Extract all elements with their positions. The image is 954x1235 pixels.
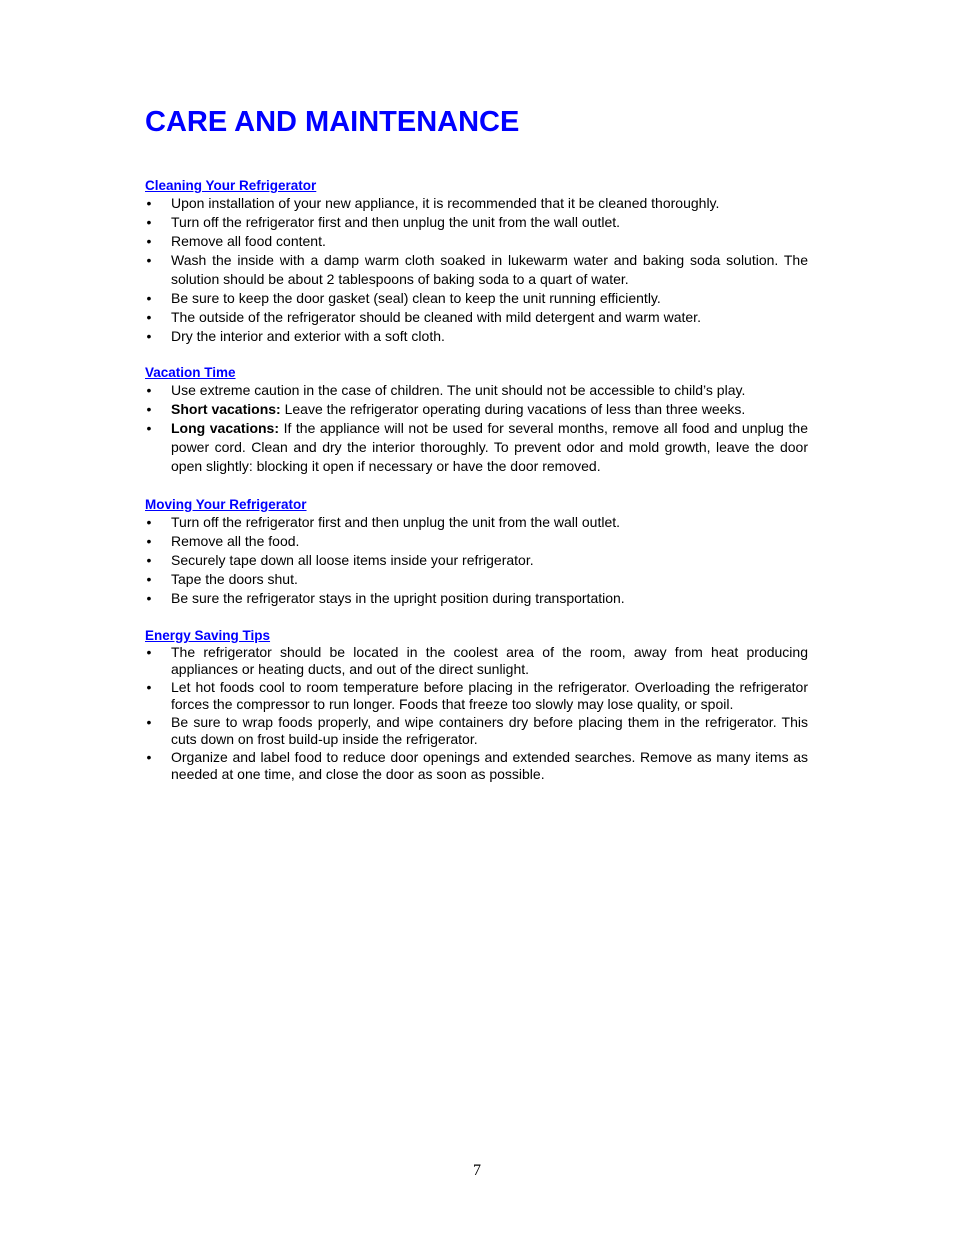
- list-item: • Short vacations: Leave the refrigerator operating during vacations of less than three weeks.: [146, 401, 746, 417]
- bullet-icon: •: [146, 714, 152, 730]
- bullet-icon: •: [146, 644, 152, 660]
- list-item: • Turn off the refrigerator first and then unplug the unit from the wall outlet.: [146, 514, 621, 530]
- bullet-icon: •: [146, 749, 152, 765]
- bullet-list-moving: [145, 513, 808, 608]
- bold-label: Short vacations:: [171, 401, 281, 417]
- list-item: • Be sure the refrigerator stays in the upright position during transportation.: [146, 590, 625, 606]
- bullet-icon: •: [146, 401, 152, 417]
- bullet-icon: •: [146, 420, 152, 436]
- list-item: • Upon installation of your new appliance, it is recommended that it be cleaned thoroughly.: [146, 195, 720, 211]
- bullet-icon: •: [146, 309, 152, 325]
- list-item: • The refrigerator should be located in the coolest area of the room, away from heat producing appliances or heating ducts, and out of the direct sunlight.: [146, 644, 808, 677]
- section-heading-vacation: Vacation Time: [145, 365, 236, 380]
- section-vacation: [145, 364, 808, 476]
- bullet-list-cleaning: [145, 194, 808, 346]
- page-title: CARE AND MAINTENANCE: [145, 106, 520, 138]
- list-item: • Let hot foods cool to room temperature before placing in the refrigerator. Overloading the refrigerator forces the compressor to run longer. Foods that freeze too slowly may lose quality, or spoil.: [146, 679, 808, 712]
- bold-label: Long vacations:: [171, 420, 280, 436]
- bullet-icon: •: [146, 382, 152, 398]
- bullet-icon: •: [146, 514, 152, 530]
- page-number: 7: [473, 1162, 481, 1179]
- bullet-icon: •: [146, 533, 152, 549]
- bullet-icon: •: [146, 214, 152, 230]
- bullet-icon: •: [146, 328, 152, 344]
- list-item: • Turn off the refrigerator first and then unplug the unit from the wall outlet.: [146, 214, 621, 230]
- section-heading-energy: Energy Saving Tips: [145, 628, 271, 643]
- list-item: • Wash the inside with a damp warm cloth soaked in lukewarm water and baking soda solution. The solution should be about 2 tablespoons of baking soda to a quart of water.: [146, 252, 808, 287]
- section-heading-moving: Moving Your Refrigerator: [145, 497, 307, 512]
- list-item: • Use extreme caution in the case of children. The unit should not be accessible to child’s play.: [146, 382, 746, 398]
- list-item: • Be sure to keep the door gasket (seal) clean to keep the unit running efficiently.: [146, 290, 661, 306]
- list-item: • Dry the interior and exterior with a soft cloth.: [146, 328, 445, 344]
- bullet-icon: •: [146, 679, 152, 695]
- bullet-icon: •: [146, 552, 152, 568]
- list-item: • Be sure to wrap foods properly, and wipe containers dry before placing them in the refrigerator. This cuts down on frost build-up inside the refrigerator.: [146, 714, 808, 747]
- list-item: • Remove all the food.: [146, 533, 300, 549]
- bullet-icon: •: [146, 290, 152, 306]
- list-item: • Organize and label food to reduce door openings and extended searches. Remove as many items as needed at one time, and close the door as soon as possible.: [146, 749, 808, 782]
- list-item: • Tape the doors shut.: [146, 571, 298, 587]
- list-item: • The outside of the refrigerator should be cleaned with mild detergent and warm water.: [146, 309, 701, 325]
- bullet-list-energy: [145, 644, 808, 783]
- bullet-list-vacation: [145, 381, 808, 476]
- list-item: • Securely tape down all loose items inside your refrigerator.: [146, 552, 534, 568]
- list-item: • Long vacations: If the appliance will not be used for several months, remove all food and unplug the power cord. Clean and dry the interior thoroughly. To prevent odor and mold growth, leave the door open slightly: blocking it open if necessary or have the door removed.: [146, 420, 808, 474]
- bullet-icon: •: [146, 590, 152, 606]
- section-heading-cleaning: Cleaning Your Refrigerator: [145, 178, 317, 193]
- bullet-icon: •: [146, 252, 152, 268]
- section-cleaning: [145, 177, 808, 346]
- list-item: • Remove all food content.: [146, 233, 326, 249]
- bullet-icon: •: [146, 571, 152, 587]
- section-moving: [145, 496, 808, 608]
- bullet-icon: •: [146, 195, 152, 211]
- bullet-icon: •: [146, 233, 152, 249]
- section-energy: [145, 627, 808, 784]
